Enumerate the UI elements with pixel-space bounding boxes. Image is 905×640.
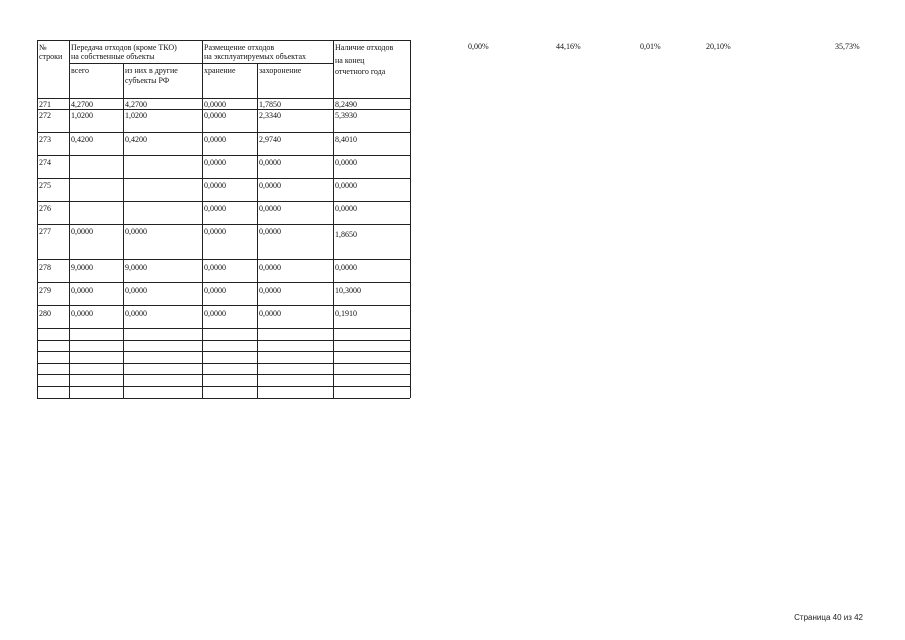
table-border-left — [37, 40, 38, 398]
cell-burial: 0,0000 — [259, 227, 281, 236]
percentage-value: 0,01% — [640, 42, 661, 51]
row-line — [37, 351, 410, 352]
cell-remain: 1,8650 — [335, 230, 357, 239]
cell-burial: 0,0000 — [259, 309, 281, 318]
cell-remain: 0,0000 — [335, 158, 357, 167]
cell-row-no: 273 — [39, 135, 51, 144]
cell-storage: 0,0000 — [204, 135, 226, 144]
cell-transfer-total: 4,2700 — [71, 100, 93, 109]
cell-burial: 0,0000 — [259, 286, 281, 295]
cell-burial: 0,0000 — [259, 263, 281, 272]
cell-storage: 0,0000 — [204, 286, 226, 295]
cell-remain: 0,0000 — [335, 204, 357, 213]
cell-row-no: 276 — [39, 204, 51, 213]
cell-transfer-other: 0,0000 — [125, 227, 147, 236]
cell-transfer-total: 1,0200 — [71, 111, 93, 120]
header-placement-storage: хранение — [204, 66, 236, 75]
cell-transfer-total: 0,0000 — [71, 227, 93, 236]
cell-storage: 0,0000 — [204, 263, 226, 272]
cell-storage: 0,0000 — [204, 158, 226, 167]
row-line — [37, 98, 410, 99]
cell-transfer-other: 0,0000 — [125, 309, 147, 318]
percentage-value: 35,73% — [835, 42, 860, 51]
header-placement-title: Размещение отходов — [204, 43, 275, 52]
cell-burial: 0,0000 — [259, 181, 281, 190]
table-divider — [257, 64, 258, 398]
row-line — [37, 328, 410, 329]
cell-remain: 5,3930 — [335, 111, 357, 120]
header-transfer-other-2: субъекты РФ — [125, 76, 170, 85]
table-divider — [123, 64, 124, 398]
cell-storage: 0,0000 — [204, 309, 226, 318]
row-line — [37, 386, 410, 387]
cell-burial: 0,0000 — [259, 204, 281, 213]
cell-remain: 0,1910 — [335, 309, 357, 318]
cell-burial: 0,0000 — [259, 158, 281, 167]
header-transfer-title: Передача отходов (кроме ТКО) — [71, 43, 177, 52]
cell-row-no: 277 — [39, 227, 51, 236]
cell-row-no: 272 — [39, 111, 51, 120]
row-line — [37, 305, 410, 306]
cell-row-no: 278 — [39, 263, 51, 272]
row-line — [37, 201, 410, 202]
header-transfer-subtitle: на собственные объекты — [71, 52, 155, 61]
header-remain-2: на конец — [335, 56, 365, 65]
table-divider — [333, 40, 334, 398]
cell-transfer-total: 0,0000 — [71, 286, 93, 295]
cell-storage: 0,0000 — [204, 111, 226, 120]
header-transfer-other-1: из них в другие — [125, 66, 178, 75]
percentage-value: 44,16% — [556, 42, 581, 51]
cell-remain: 8,4010 — [335, 135, 357, 144]
page-number: Страница 40 из 42 — [794, 613, 863, 622]
cell-storage: 0,0000 — [204, 100, 226, 109]
cell-transfer-total: 9,0000 — [71, 263, 93, 272]
header-placement-burial: захоронение — [259, 66, 302, 75]
cell-remain: 10,3000 — [335, 286, 361, 295]
table-border-top — [37, 40, 410, 41]
row-line — [37, 132, 410, 133]
row-line — [37, 155, 410, 156]
header-remain-3: отчетного года — [335, 67, 386, 76]
cell-transfer-other: 0,0000 — [125, 286, 147, 295]
percentage-value: 0,00% — [468, 42, 489, 51]
header-col-no-sub: строки — [39, 52, 63, 61]
cell-transfer-total: 0,0000 — [71, 309, 93, 318]
cell-transfer-other: 4,2700 — [125, 100, 147, 109]
row-line — [37, 224, 410, 225]
header-placement-subtitle: на эксплуатируемых объектах — [204, 52, 307, 61]
cell-remain: 0,0000 — [335, 181, 357, 190]
header-transfer-total: всего — [71, 66, 90, 75]
cell-storage: 0,0000 — [204, 181, 226, 190]
row-line — [37, 109, 410, 110]
row-line — [37, 374, 410, 375]
row-line — [37, 259, 410, 260]
percentage-value: 20,10% — [706, 42, 731, 51]
table-divider — [69, 40, 70, 398]
header-subline — [69, 63, 333, 64]
cell-row-no: 279 — [39, 286, 51, 295]
cell-burial: 2,3340 — [259, 111, 281, 120]
cell-row-no: 275 — [39, 181, 51, 190]
cell-remain: 8,2490 — [335, 100, 357, 109]
row-line — [37, 340, 410, 341]
header-col-no: № — [39, 43, 47, 52]
row-line — [37, 363, 410, 364]
cell-transfer-other: 1,0200 — [125, 111, 147, 120]
cell-transfer-other: 9,0000 — [125, 263, 147, 272]
cell-storage: 0,0000 — [204, 204, 226, 213]
table-divider — [202, 40, 203, 398]
table-border-right — [410, 40, 411, 398]
cell-row-no: 271 — [39, 100, 51, 109]
header-remain-1: Наличие отходов — [335, 43, 394, 52]
cell-row-no: 274 — [39, 158, 51, 167]
cell-transfer-total: 0,4200 — [71, 135, 93, 144]
row-line — [37, 178, 410, 179]
cell-storage: 0,0000 — [204, 227, 226, 236]
cell-transfer-other: 0,4200 — [125, 135, 147, 144]
cell-burial: 1,7850 — [259, 100, 281, 109]
cell-burial: 2,9740 — [259, 135, 281, 144]
cell-remain: 0,0000 — [335, 263, 357, 272]
table-border-bottom — [37, 398, 410, 399]
row-line — [37, 282, 410, 283]
cell-row-no: 280 — [39, 309, 51, 318]
